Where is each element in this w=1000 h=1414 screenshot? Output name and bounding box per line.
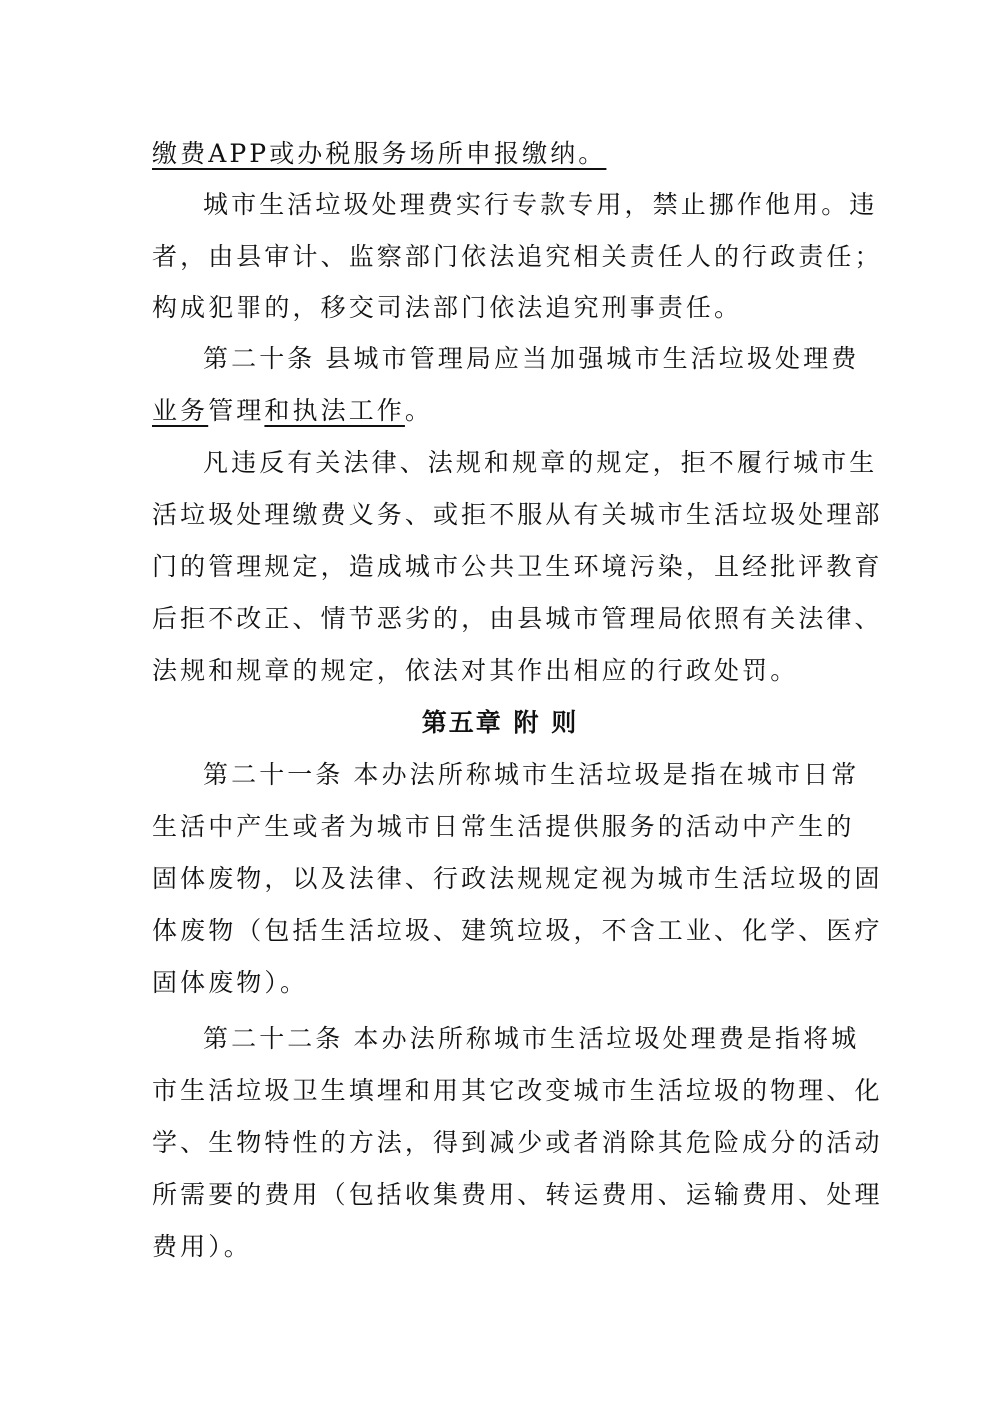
paragraph-line: 体废物（包括生活垃圾、建筑垃圾，不含工业、化学、医疗 bbox=[152, 916, 883, 945]
article-21-line bbox=[203, 755, 860, 795]
paragraph-line: 法规和规章的规定，依法对其作出相应的行政处罚。 bbox=[152, 656, 799, 685]
paragraph-line bbox=[152, 391, 852, 431]
article-text: 本办法所称城市生活垃圾处理费是指将城 bbox=[353, 1024, 860, 1053]
paragraph-line: 生活中产生或者为城市日常生活提供服务的活动中产生的 bbox=[152, 812, 855, 841]
article-text: 本办法所称城市生活垃圾是指在城市日常 bbox=[353, 760, 860, 789]
paragraph-line: 者，由县审计、监察部门依法追究相关责任人的行政责任； bbox=[152, 242, 883, 271]
plain-text: 。 bbox=[404, 396, 434, 425]
article-20-line bbox=[203, 339, 860, 379]
paragraph-line: 城市生活垃圾处理费实行专款专用，禁止挪作他用。违 bbox=[203, 190, 878, 219]
article-22-line bbox=[203, 1019, 860, 1059]
article-number: 第二十一条 bbox=[203, 760, 344, 789]
paragraph-line: 市生活垃圾卫生填埋和用其它改变城市生活垃圾的物理、化 bbox=[152, 1076, 883, 1105]
paragraph-line: 费用）。 bbox=[152, 1232, 252, 1261]
plain-text: 管理 bbox=[208, 396, 265, 425]
paragraph-line: 构成犯罪的，移交司法部门依法追究刑事责任。 bbox=[152, 293, 743, 322]
article-number: 第二十条 bbox=[203, 344, 316, 373]
paragraph-line: 所需要的费用（包括收集费用、转运费用、运输费用、处理 bbox=[152, 1180, 883, 1209]
paragraph-line: 学、生物特性的方法，得到减少或者消除其危险成分的活动 bbox=[152, 1128, 883, 1157]
underlined-text: 和执法工作 bbox=[264, 396, 405, 425]
paragraph-line: 活垃圾处理缴费义务、或拒不服从有关城市生活垃圾处理部 bbox=[152, 500, 883, 529]
paragraph-line: 固体废物）。 bbox=[152, 968, 309, 997]
underlined-text: 业务 bbox=[152, 396, 209, 425]
paragraph-line bbox=[152, 134, 852, 174]
chapter-heading: 第五章 附 则 bbox=[421, 708, 579, 737]
article-number: 第二十二条 bbox=[203, 1024, 344, 1053]
underlined-text: 缴费APP或办税服务场所申报缴纳。 bbox=[152, 139, 607, 168]
paragraph-line: 固体废物，以及法律、行政法规规定视为城市生活垃圾的固 bbox=[152, 864, 883, 893]
article-text: 县城市管理局应当加强城市生活垃圾处理费 bbox=[325, 344, 860, 373]
paragraph-line: 凡违反有关法律、法规和规章的规定，拒不履行城市生 bbox=[203, 448, 878, 477]
paragraph-line: 后拒不改正、情节恶劣的，由县城市管理局依照有关法律、 bbox=[152, 604, 883, 633]
paragraph-line: 门的管理规定，造成城市公共卫生环境污染，且经批评教育 bbox=[152, 552, 883, 581]
